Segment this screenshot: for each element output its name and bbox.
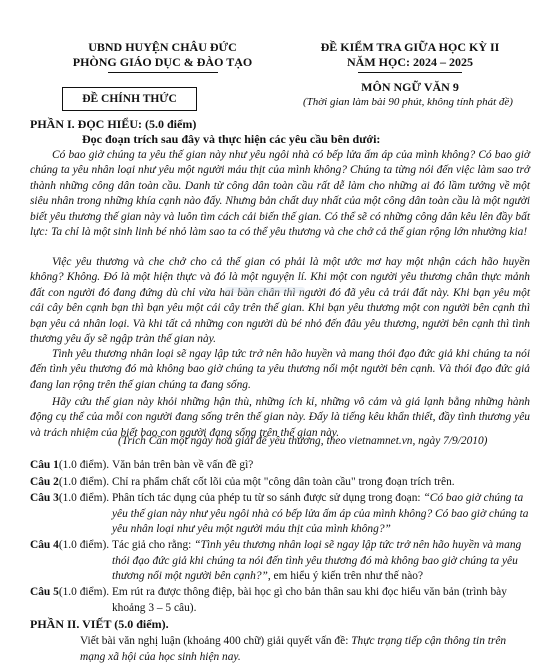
exam-title: ĐỀ KIỂM TRA GIỮA HỌC KỲ II	[320, 40, 500, 54]
passage-paragraph-4: Hãy cứu thế gian này khỏi những hận thù, những ích kỉ, những vô cảm và giá lạnh bằng những hành động cụ thể của mỗi con người đang sống trên thế gian này. Đấy là tiếng kêu khẩn thiết, đầy tình thương yêu và trách nhiệm của biết bao con người đang sống trên thế gian này.	[30, 396, 530, 439]
question-5: Câu 5(1.0 điểm). Em rút ra được thông điệp, bài học gì cho bản thân sau khi đọc hiểu văn bản (trình bày khoảng 3 – 5 câu).	[30, 586, 507, 614]
passage-source: (Trích Cần một ngày hoà giải để yêu thương, theo vietnamnet.vn, ngày 7/9/2010)	[118, 435, 488, 447]
header-underline-left	[108, 72, 218, 73]
question-3: Câu 3(1.0 điểm). Phân tích tác dụng của phép tu từ so sánh được sử dụng trong đoạn: “Có bao giờ chúng ta yêu thế gian này như yêu ngôi nhà có bếp lửa ấm áp của mình không? Có bao giờ chúng ta yêu nhân loại như yêu một người máu thịt của mình không?”	[30, 492, 529, 536]
official-badge: ĐỀ CHÍNH THỨC	[62, 87, 197, 111]
header-underline-right	[358, 72, 462, 73]
passage-paragraph-2: Việc yêu thương và che chở cho cả thế gian có phải là một ước mơ hay một nhận cách hão huyền không? Không. Đó là một hiện thực và đó là một nguyện lí. Khi một con người yêu thương chân thực mảnh đất con người đó đang đứng dù chỉ vừa hai bàn chân thì người đó đã yêu cả trái đất này. Khi bạn yêu một cái cây bên cạnh bạn thì bạn yêu một cái cây trên thế gian. Khi bạn yêu thương một con người bên cạnh thì bạn yêu cả nhân loại. Và khi tất cả những con người dù bé nhỏ đến đâu yêu thương, người bên cạnh thì tình thương yêu ấy sẽ ngập tràn thế gian này.	[30, 256, 530, 346]
passage-paragraph-3: Tình yêu thương nhân loại sẽ ngay lập tức trở nên hão huyền và mang thói đạo đức giả khi chúng ta nói đến tình yêu thương đó mà không bao giờ chúng ta yêu thương nổi một người bên cạnh. Và thói đạo đức giả đang lan rộng trên thế gian chúng ta đang sống.	[30, 348, 530, 391]
exam-header	[290, 40, 530, 70]
school-header	[55, 40, 270, 70]
writing-task: Viết bài văn nghị luận (khoảng 400 chữ) giải quyết vấn đề: Thực trạng tiếp cận thông tin trên mạng xã hội của học sinh hiện nay.	[80, 635, 507, 663]
part1-title: PHẦN I. ĐỌC HIỂU: (5.0 điểm)	[30, 117, 197, 131]
part1-instruction: Đọc đoạn trích sau đây và thực hiện các yêu cầu bên dưới:	[82, 132, 381, 146]
question-2: Câu 2(1.0 điểm). Chỉ ra phẩm chất cốt lõi của một "công dân toàn cầu" trong đoạn trích trên.	[30, 476, 455, 488]
question-1: Câu 1(1.0 điểm). Văn bản trên bàn về vấn đề gì?	[30, 459, 254, 471]
exam-duration: (Thời gian làm bài 90 phút, không tính phát đề)	[303, 96, 513, 108]
school-year: NĂM HỌC: 2024 – 2025	[347, 55, 473, 69]
part2-title: PHẦN II. VIẾT (5.0 điểm).	[30, 617, 169, 631]
district-name: UBND HUYỆN CHÂU ĐỨC	[88, 40, 237, 54]
subject-title: MÔN NGỮ VĂN 9	[361, 80, 459, 94]
question-4: Câu 4(1.0 điểm). Tác giả cho rằng: “Tình yêu thương nhân loại sẽ ngay lập tức trở nên hão huyền và mang thói đạo đức giả khi chúng ta nói đến tình yêu thương đó mà không bao giờ chúng ta yêu thương nổi một người bên cạnh?”, em hiểu ý kiến trên như thế nào?	[30, 539, 522, 583]
department-name: PHÒNG GIÁO DỤC & ĐÀO TẠO	[72, 55, 253, 69]
watermark-mark	[225, 283, 305, 295]
passage-paragraph-1: Có bao giờ chúng ta yêu thế gian này như yêu ngôi nhà có bếp lửa ấm áp của mình không? Có bao giờ chúng ta yêu nhân loại như yêu một người máu thịt của mình không? Chúng ta từng nói đến việc làm sao trở thành những công dân toàn cầu. Danh từ công dân toàn cầu rất dễ làm cho những ai đó lầm tưởng về một siêu nhân trong những khía cạnh nào đấy. Nhưng bản chất duy nhất của một công dân toàn cầu là một người biết yêu thương thế gian này và luôn tìm cách cải biến thế gian. Có thể sẽ có những công dân kêu lên đầy bất lực: Ta chỉ là một sinh linh bé nhỏ làm sao ta có thể yêu thương và che chở cả thế gian rộng lớn nhường kia!	[30, 149, 530, 239]
